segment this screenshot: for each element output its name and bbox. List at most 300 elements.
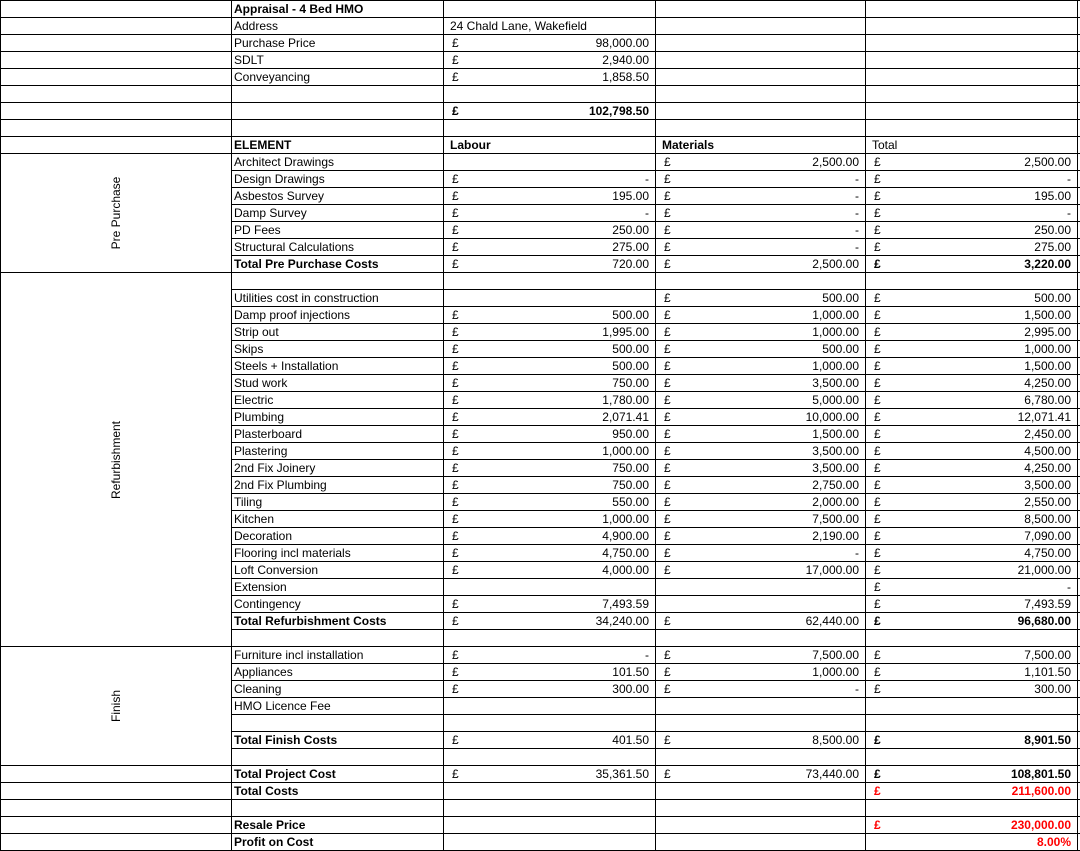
cell-c3[interactable]: [444, 154, 656, 170]
cell-c2[interactable]: [232, 52, 444, 68]
cell-c4[interactable]: [656, 103, 866, 119]
cell-c2[interactable]: [232, 800, 444, 816]
currency-symbol: £: [452, 427, 459, 441]
amount-value: 3,500.00: [812, 461, 859, 475]
cell-c2[interactable]: [232, 647, 444, 663]
row-label: Resale Price: [234, 818, 306, 832]
row-label: Strip out: [234, 325, 279, 339]
amount-value: 102,798.50: [588, 104, 649, 118]
cell-c2[interactable]: [232, 1, 444, 17]
cell-c5[interactable]: [866, 681, 1078, 697]
cell-c5[interactable]: [866, 188, 1078, 204]
cell-c2[interactable]: [232, 613, 444, 629]
cell-c3[interactable]: [444, 443, 656, 459]
cell-c3[interactable]: [444, 188, 656, 204]
cell-c4[interactable]: [656, 647, 866, 663]
cell-c3[interactable]: [444, 545, 656, 561]
cell-c3[interactable]: [444, 511, 656, 527]
cell-c3[interactable]: [444, 426, 656, 442]
cell-c5[interactable]: [866, 375, 1078, 391]
amount-value: 2,500.00: [812, 155, 859, 169]
cell-c4[interactable]: [656, 171, 866, 187]
amount-value: 500.00: [822, 342, 859, 356]
currency-symbol: £: [664, 665, 671, 679]
cell-c2[interactable]: [232, 154, 444, 170]
cell-c1[interactable]: [0, 18, 232, 34]
cell-c4[interactable]: [656, 324, 866, 340]
cell-c5[interactable]: [866, 698, 1078, 714]
cell-c3[interactable]: [444, 477, 656, 493]
cell-c4[interactable]: [656, 358, 866, 374]
section-group-text: Finish: [109, 689, 123, 723]
cell-c3[interactable]: [444, 613, 656, 629]
cell-c4[interactable]: [656, 494, 866, 510]
cell-c2[interactable]: [232, 579, 444, 595]
cell-c5[interactable]: [866, 392, 1078, 408]
currency-symbol: £: [664, 410, 671, 424]
cell-c5[interactable]: [866, 137, 1078, 153]
cell-c5[interactable]: [866, 783, 1078, 799]
currency-symbol: £: [664, 240, 671, 254]
row-label: Plumbing: [234, 410, 285, 424]
amount-value: 8,500.00: [812, 733, 859, 747]
row-label: 2nd Fix Plumbing: [234, 478, 327, 492]
cell-c4[interactable]: [656, 630, 866, 646]
cell-c1[interactable]: [0, 1, 232, 17]
cell-c2[interactable]: [232, 528, 444, 544]
cell-c2[interactable]: [232, 494, 444, 510]
cell-c4[interactable]: [656, 256, 866, 272]
cell-c2[interactable]: [232, 239, 444, 255]
cell-c5[interactable]: [866, 562, 1078, 578]
cell-c5[interactable]: [866, 749, 1078, 765]
cell-c4[interactable]: [656, 766, 866, 782]
cell-c4[interactable]: [656, 307, 866, 323]
cell-c2[interactable]: [232, 137, 444, 153]
cell-c2[interactable]: [232, 341, 444, 357]
amount-value: 500.00: [612, 342, 649, 356]
cell-c3[interactable]: [444, 732, 656, 748]
cell-c3[interactable]: [444, 647, 656, 663]
cell-c2[interactable]: [232, 562, 444, 578]
cell-c3[interactable]: [444, 630, 656, 646]
amount-value: 1,500.00: [812, 427, 859, 441]
cell-c5[interactable]: [866, 647, 1078, 663]
amount-value: -: [855, 206, 859, 220]
row-label: Total Pre Purchase Costs: [234, 257, 379, 271]
amount-value: 108,801.50: [1010, 767, 1071, 781]
cell-c2[interactable]: [232, 35, 444, 51]
cell-c4[interactable]: [656, 664, 866, 680]
cell-c3[interactable]: [444, 698, 656, 714]
row-label: Damp Survey: [234, 206, 307, 220]
cell-c5[interactable]: [866, 545, 1078, 561]
cell-c4[interactable]: [656, 596, 866, 612]
cell-c2[interactable]: [232, 460, 444, 476]
currency-symbol: £: [664, 648, 671, 662]
cell-c5[interactable]: [866, 103, 1078, 119]
cell-c2[interactable]: [232, 426, 444, 442]
cell-c1[interactable]: [0, 817, 232, 833]
cell-c5[interactable]: [866, 256, 1078, 272]
table-row: [0, 18, 1080, 35]
cell-c2[interactable]: [232, 545, 444, 561]
cell-c3[interactable]: [444, 715, 656, 731]
currency-symbol: £: [664, 461, 671, 475]
cell-c2[interactable]: [232, 171, 444, 187]
cell-c5[interactable]: [866, 732, 1078, 748]
cell-c3[interactable]: [444, 358, 656, 374]
cell-c5[interactable]: [866, 239, 1078, 255]
cell-c2[interactable]: [232, 375, 444, 391]
amount-value: 275.00: [1034, 240, 1071, 254]
cell-c4[interactable]: [656, 290, 866, 306]
currency-symbol: £: [874, 614, 881, 628]
cell-c2[interactable]: [232, 86, 444, 102]
cell-c4[interactable]: [656, 715, 866, 731]
currency-symbol: £: [874, 461, 881, 475]
cell-c5[interactable]: [866, 766, 1078, 782]
cell-c2[interactable]: [232, 69, 444, 85]
cell-c3[interactable]: [444, 103, 656, 119]
cell-c4[interactable]: [656, 443, 866, 459]
cell-c4[interactable]: [656, 732, 866, 748]
cell-c5[interactable]: [866, 579, 1078, 595]
currency-symbol: £: [452, 682, 459, 696]
cell-c3[interactable]: [444, 834, 656, 850]
amount-value: 8.00%: [1036, 835, 1071, 849]
currency-symbol: £: [664, 359, 671, 373]
row-label: Conveyancing: [234, 70, 311, 84]
cell-c5[interactable]: [866, 613, 1078, 629]
row-label: Steels + Installation: [234, 359, 339, 373]
row-label: SDLT: [234, 53, 264, 67]
cell-c2[interactable]: [232, 256, 444, 272]
cell-c2[interactable]: [232, 205, 444, 221]
amount-value: 35,361.50: [595, 767, 649, 781]
table-row: [0, 52, 1080, 69]
cell-c2[interactable]: [232, 834, 444, 850]
cell-c5[interactable]: [866, 171, 1078, 187]
cell-c5[interactable]: [866, 52, 1078, 68]
cell-c3[interactable]: [444, 392, 656, 408]
cell-c4[interactable]: [656, 749, 866, 765]
cell-c4[interactable]: [656, 35, 866, 51]
currency-symbol: £: [874, 189, 881, 203]
cell-c2[interactable]: [232, 409, 444, 425]
cell-c2[interactable]: [232, 664, 444, 680]
cell-c5[interactable]: [866, 154, 1078, 170]
cell-c1[interactable]: [0, 834, 232, 850]
cell-c4[interactable]: [656, 1, 866, 17]
cell-c4[interactable]: [656, 613, 866, 629]
cell-c3[interactable]: [444, 460, 656, 476]
row-label: Damp proof injections: [234, 308, 351, 322]
amount-value: 2,071.41: [602, 410, 649, 424]
amount-value: 275.00: [612, 240, 649, 254]
cell-c3[interactable]: [444, 800, 656, 816]
amount-value: 1,780.00: [602, 393, 649, 407]
currency-symbol: £: [452, 648, 459, 662]
cell-c4[interactable]: [656, 341, 866, 357]
amount-value: 7,500.00: [1024, 648, 1071, 662]
cell-c2[interactable]: [232, 698, 444, 714]
cell-c4[interactable]: [656, 681, 866, 697]
cell-c1[interactable]: [0, 137, 232, 153]
table-row: [0, 86, 1080, 103]
cell-c2[interactable]: [232, 103, 444, 119]
currency-symbol: £: [452, 240, 459, 254]
cell-c3[interactable]: [444, 18, 656, 34]
cell-c3[interactable]: [444, 562, 656, 578]
amount-value: 750.00: [612, 478, 649, 492]
cell-c4[interactable]: [656, 222, 866, 238]
cell-c3[interactable]: [444, 681, 656, 697]
currency-symbol: £: [452, 189, 459, 203]
cell-c2[interactable]: [232, 511, 444, 527]
cell-c3[interactable]: [444, 766, 656, 782]
cell-c1[interactable]: [0, 766, 232, 782]
cell-c2[interactable]: [232, 749, 444, 765]
cell-c4[interactable]: [656, 460, 866, 476]
cell-c5[interactable]: [866, 273, 1078, 289]
cell-c2[interactable]: [232, 681, 444, 697]
cell-c2[interactable]: [232, 324, 444, 340]
cell-c3[interactable]: [444, 409, 656, 425]
cell-c4[interactable]: [656, 562, 866, 578]
cell-c4[interactable]: [656, 834, 866, 850]
currency-symbol: £: [874, 325, 881, 339]
cell-c2[interactable]: [232, 443, 444, 459]
cell-c4[interactable]: [656, 375, 866, 391]
cell-c4[interactable]: [656, 409, 866, 425]
cell-c5[interactable]: [866, 477, 1078, 493]
cell-c2[interactable]: [232, 307, 444, 323]
cell-c4[interactable]: [656, 392, 866, 408]
cell-c5[interactable]: [866, 443, 1078, 459]
cell-c3[interactable]: [444, 579, 656, 595]
currency-symbol: £: [874, 172, 881, 186]
cell-c5[interactable]: [866, 324, 1078, 340]
cell-c5[interactable]: [866, 834, 1078, 850]
cell-c5[interactable]: [866, 630, 1078, 646]
cell-c4[interactable]: [656, 545, 866, 561]
currency-symbol: £: [874, 342, 881, 356]
cell-c5[interactable]: [866, 86, 1078, 102]
cell-c2[interactable]: [232, 715, 444, 731]
currency-symbol: £: [874, 410, 881, 424]
cell-c1[interactable]: [0, 800, 232, 816]
amount-value: 6,780.00: [1024, 393, 1071, 407]
cell-c3[interactable]: [444, 324, 656, 340]
amount-value: 1,000.00: [812, 665, 859, 679]
cell-c4[interactable]: [656, 18, 866, 34]
cell-c3[interactable]: [444, 171, 656, 187]
cell-c3[interactable]: [444, 120, 656, 136]
row-label: Plasterboard: [234, 427, 303, 441]
amount-value: 8,901.50: [1024, 733, 1071, 747]
amount-value: 500.00: [612, 359, 649, 373]
cell-c2[interactable]: [232, 596, 444, 612]
currency-symbol: £: [452, 342, 459, 356]
cell-c5[interactable]: [866, 800, 1078, 816]
row-label: Plastering: [234, 444, 288, 458]
cell-c2[interactable]: [232, 222, 444, 238]
currency-symbol: £: [452, 733, 459, 747]
amount-value: 7,493.59: [1024, 597, 1071, 611]
cell-c3[interactable]: [444, 35, 656, 51]
cell-c4[interactable]: [656, 239, 866, 255]
cell-c4[interactable]: [656, 817, 866, 833]
cell-c3[interactable]: [444, 222, 656, 238]
currency-symbol: £: [452, 546, 459, 560]
cell-c2[interactable]: [232, 18, 444, 34]
cell-c3[interactable]: [444, 494, 656, 510]
cell-c5[interactable]: [866, 494, 1078, 510]
amount-value: -: [855, 682, 859, 696]
amount-value: 98,000.00: [595, 36, 649, 50]
cell-c5[interactable]: [866, 511, 1078, 527]
amount-value: 2,500.00: [1024, 155, 1071, 169]
cell-c4[interactable]: [656, 698, 866, 714]
cell-c5[interactable]: [866, 460, 1078, 476]
amount-value: 2,000.00: [812, 495, 859, 509]
amount-value: 750.00: [612, 461, 649, 475]
cell-c5[interactable]: [866, 596, 1078, 612]
cell-c5[interactable]: [866, 528, 1078, 544]
cell-c2[interactable]: [232, 120, 444, 136]
amount-value: 5,000.00: [812, 393, 859, 407]
cell-c3[interactable]: [444, 307, 656, 323]
cell-c3[interactable]: [444, 239, 656, 255]
cell-c5[interactable]: [866, 409, 1078, 425]
cell-c2[interactable]: [232, 290, 444, 306]
cell-c2[interactable]: [232, 273, 444, 289]
cell-c4[interactable]: [656, 273, 866, 289]
cell-c1[interactable]: [0, 783, 232, 799]
amount-value: 2,450.00: [1024, 427, 1071, 441]
cell-c5[interactable]: [866, 35, 1078, 51]
cell-c4[interactable]: [656, 800, 866, 816]
cell-c2[interactable]: [232, 358, 444, 374]
cell-c4[interactable]: [656, 426, 866, 442]
cell-c3[interactable]: [444, 290, 656, 306]
cell-c3[interactable]: [444, 1, 656, 17]
cell-c5[interactable]: [866, 69, 1078, 85]
cell-c4[interactable]: [656, 205, 866, 221]
cell-c3[interactable]: [444, 664, 656, 680]
cell-c2[interactable]: [232, 732, 444, 748]
cell-c4[interactable]: [656, 154, 866, 170]
currency-symbol: £: [452, 614, 459, 628]
cell-c5[interactable]: [866, 18, 1078, 34]
cell-c3[interactable]: [444, 375, 656, 391]
cell-c3[interactable]: [444, 52, 656, 68]
amount-value: 62,440.00: [805, 614, 859, 628]
amount-value: -: [855, 223, 859, 237]
cell-c1[interactable]: [0, 120, 232, 136]
cell-c4[interactable]: [656, 69, 866, 85]
cell-c2[interactable]: [232, 392, 444, 408]
cell-c3[interactable]: [444, 783, 656, 799]
cell-c4[interactable]: [656, 511, 866, 527]
cell-c1[interactable]: [0, 69, 232, 85]
cell-c2[interactable]: [232, 783, 444, 799]
cell-c4[interactable]: [656, 52, 866, 68]
cell-c4[interactable]: [656, 137, 866, 153]
cell-c5[interactable]: [866, 426, 1078, 442]
cell-c5[interactable]: [866, 222, 1078, 238]
cell-c3[interactable]: [444, 86, 656, 102]
cell-c5[interactable]: [866, 290, 1078, 306]
cell-c4[interactable]: [656, 477, 866, 493]
table-row: [0, 137, 1080, 154]
cell-c5[interactable]: [866, 664, 1078, 680]
currency-symbol: £: [452, 223, 459, 237]
cell-c3[interactable]: [444, 256, 656, 272]
cell-c4[interactable]: [656, 528, 866, 544]
cell-c1[interactable]: [0, 86, 232, 102]
cell-c5[interactable]: [866, 358, 1078, 374]
cell-c3[interactable]: [444, 205, 656, 221]
cell-c5[interactable]: [866, 817, 1078, 833]
currency-symbol: £: [874, 665, 881, 679]
cell-c4[interactable]: [656, 188, 866, 204]
cell-c5[interactable]: [866, 307, 1078, 323]
row-label: Loft Conversion: [234, 563, 319, 577]
cell-c5[interactable]: [866, 120, 1078, 136]
cell-c4[interactable]: [656, 783, 866, 799]
cell-c4[interactable]: [656, 579, 866, 595]
cell-c5[interactable]: [866, 205, 1078, 221]
amount-value: 300.00: [1034, 682, 1071, 696]
section-group-text: Pre Purchase: [109, 176, 123, 250]
currency-symbol: £: [452, 478, 459, 492]
currency-symbol: £: [874, 495, 881, 509]
cell-c3[interactable]: [444, 817, 656, 833]
cell-c2[interactable]: [232, 630, 444, 646]
row-label: Decoration: [234, 529, 293, 543]
cell-c3[interactable]: [444, 749, 656, 765]
cell-c3[interactable]: [444, 69, 656, 85]
cell-c4[interactable]: [656, 120, 866, 136]
table-row: [0, 766, 1080, 783]
amount-value: 21,000.00: [1017, 563, 1071, 577]
cell-c5[interactable]: [866, 715, 1078, 731]
cell-c4[interactable]: [656, 86, 866, 102]
cell-c5[interactable]: [866, 341, 1078, 357]
cell-c3[interactable]: [444, 137, 656, 153]
currency-symbol: £: [664, 563, 671, 577]
cell-c1[interactable]: [0, 35, 232, 51]
cell-c1[interactable]: [0, 52, 232, 68]
row-label: Appliances: [234, 665, 293, 679]
cell-c3[interactable]: [444, 596, 656, 612]
cell-c1[interactable]: [0, 103, 232, 119]
cell-c2[interactable]: [232, 188, 444, 204]
cell-c2[interactable]: [232, 817, 444, 833]
cell-c5[interactable]: [866, 1, 1078, 17]
cell-c3[interactable]: [444, 341, 656, 357]
cell-c2[interactable]: [232, 766, 444, 782]
cell-c3[interactable]: [444, 273, 656, 289]
cell-c3[interactable]: [444, 528, 656, 544]
row-label: Structural Calculations: [234, 240, 355, 254]
currency-symbol: £: [664, 376, 671, 390]
cell-c2[interactable]: [232, 477, 444, 493]
currency-symbol: £: [452, 767, 459, 781]
currency-symbol: £: [664, 444, 671, 458]
